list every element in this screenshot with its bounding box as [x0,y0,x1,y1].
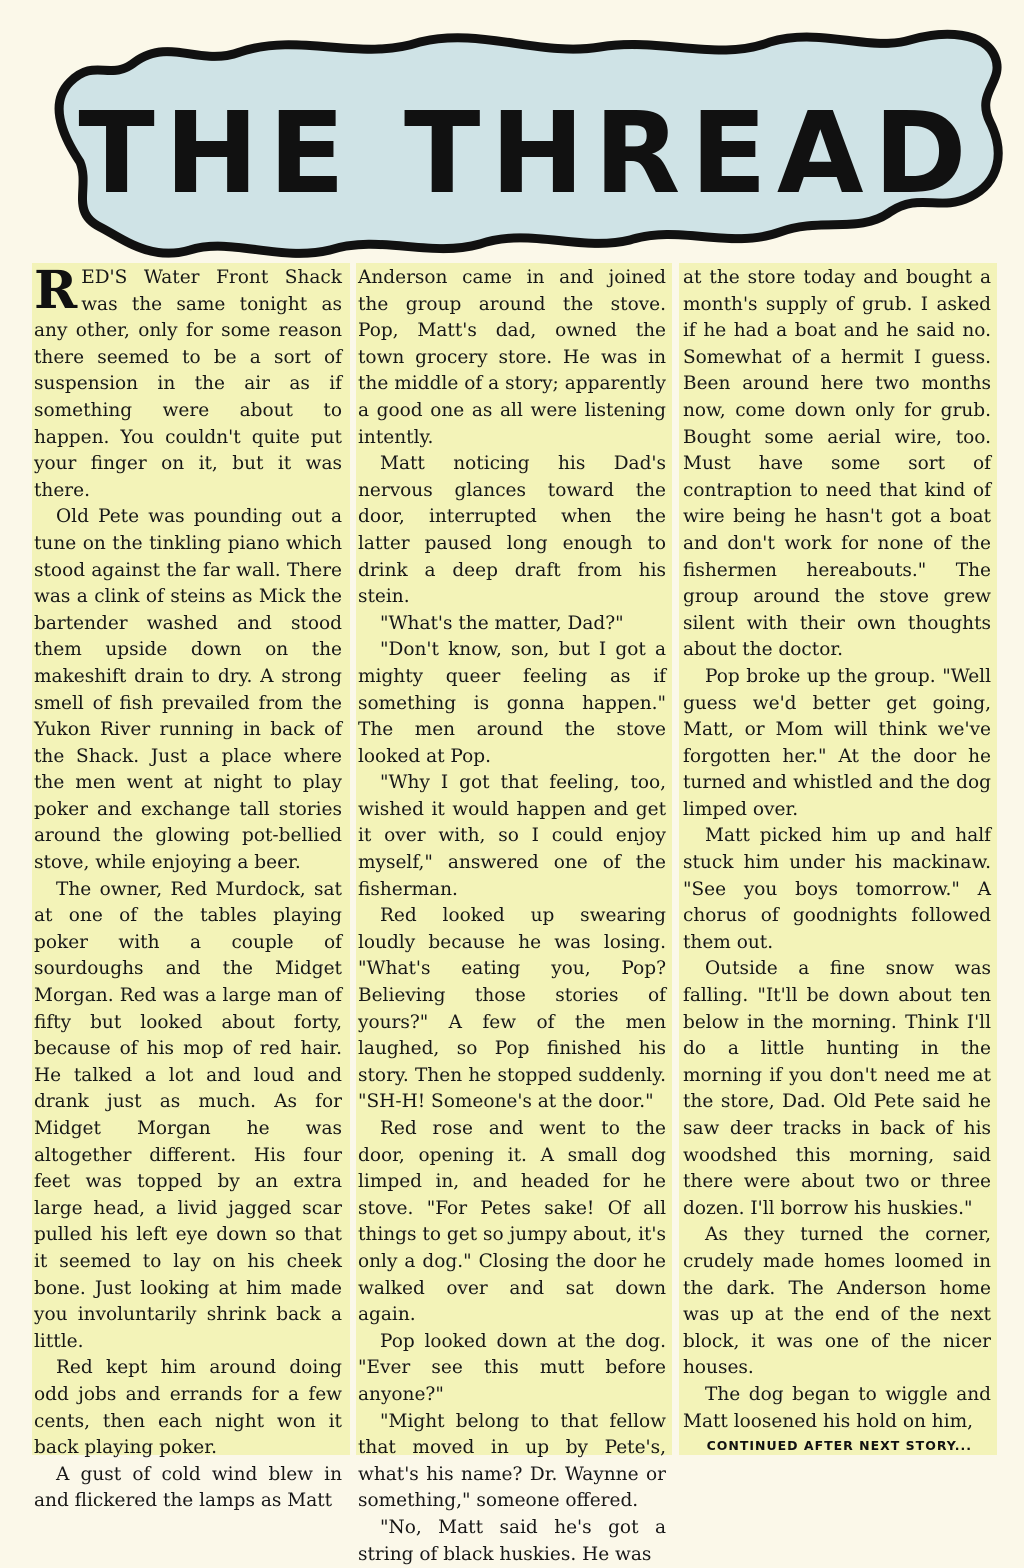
paragraph: "What's the matter, Dad?" [380,612,624,634]
column-3 [683,265,991,1435]
paragraph: "No, Matt said he's got a string of black huskies. He was [358,1516,666,1565]
drop-cap: R [34,260,78,321]
paragraph: The dog began to wiggle and Matt loosened his hold on him, [683,1383,991,1432]
title-banner [40,12,1015,262]
paragraph: The owner, Red Murdock, sat at one of the tables playing poker with a couple of sourdoughs and the Midget Morgan. Red was a large man of fifty but looked about forty, because of his mop of red hair. He talked a lot and loud and drank just as much. As for Midget Morgan he was altogether different. His four feet was topped by an extra large head, a livid jagged scar pulled his left eye down so that it seemed to lay on his cheek bone. Just looking at him made you involuntarily shrink back a little. [34,878,342,1352]
column-2 [358,265,666,1568]
paragraph: As they turned the corner, crudely made homes loomed in the dark. The Anderson home was up at the end of the next block, it was one of the nicer houses. [683,1224,991,1379]
continued-note: CONTINUED AFTER NEXT STORY... [706,1438,972,1453]
paragraph: Red looked up swearing loudly because he was losing. "What's eating you, Pop? Believing those stories of yours?" A few of the men laughed, so Pop finished his story. Then he stopped suddenly. "SH-H! Someone's at the door." [358,905,666,1113]
paragraph: RED'S Water Front Shack was the same tonight as any other, only for some reason there seemed to be a sort of suspension in the air as if something were about to happen. You couldn't quite put your finger on it, but it was there. [34,260,342,501]
paragraph: "Might belong to that fellow that moved in up by Pete's, what's his name? Dr. Waynne or something," someone offered. [358,1410,666,1512]
paragraph: A gust of cold wind blew in and flickered the lamps as Matt [34,1463,342,1512]
paragraph: Red kept him around doing odd jobs and errands for a few cents, then each night won it back playing poker. [34,1357,342,1459]
paragraph: at the store today and bought a month's supply of grub. I asked if he had a boat and he said no. Somewhat of a hermit I guess. Been around here two months now, come down only for grub. Bought some aerial wire, too. Must have some sort of contraption to need that kind of wire being he hasn't got a boat and don't work for none of the fishermen hereabouts." The group around the stove grew silent with their own thoughts about the doctor. [683,267,991,661]
paragraph: Old Pete was pounding out a tune on the tinkling piano which stood against the far wall. There was a clink of steins as Mick the bartender washed and stood them upside down on the makeshift drain to dry. A strong smell of fish prevailed from the Yukon River running in back of the Shack. Just a place where the men went at night to play poker and exchange tall stories around the glowing pot-bellied stove, while enjoying a beer. [34,506,342,874]
paragraph: Pop broke up the group. "Well guess we'd better get going, Matt, or Mom will think we've forgotten her." At the door he turned and whistled and the dog limped over. [683,665,991,820]
paragraph: Anderson came in and joined the group around the stove. Pop, Matt's dad, owned the town grocery store. He was in the middle of a story; apparently a good one as all were listening intently. [358,267,666,448]
paragraph: Matt noticing his Dad's nervous glances toward the door, interrupted when the latter paused long enough to drink a deep draft from his stein. [358,453,666,608]
paragraph: "Why I got that feeling, too, wished it would happen and get it over with, so I could enjoy myself," answered one of the fisherman. [358,772,666,900]
paragraph: "Don't know, son, but I got a mighty queer feeling as if something is gonna happen." The men around the stove looked at Pop. [358,639,666,767]
story-title: THE THREAD [78,89,977,219]
paragraph: Pop looked down at the dog. "Ever see this mutt before anyone?" [358,1330,666,1405]
paragraph: Matt picked him up and half stuck him under his mackinaw. "See you boys tomorrow." A chorus of goodnights followed them out. [683,825,991,953]
column-1 [34,260,342,1515]
paragraph: Red rose and went to the door, opening it. A small dog limped in, and headed for he stove. "For Petes sake! Of all things to get so jumpy about, it's only a dog." Closing the door he walked over and sat down again. [358,1118,666,1326]
paragraph: Outside a fine snow was falling. "It'll be down about ten below in the morning. Think I'll do a little hunting in the morning if you don't need me at the store, Dad. Old Pete said he saw deer tracks in back of his woodshed this morning, said there were about two or three dozen. I'll borrow his huskies." [683,958,991,1219]
